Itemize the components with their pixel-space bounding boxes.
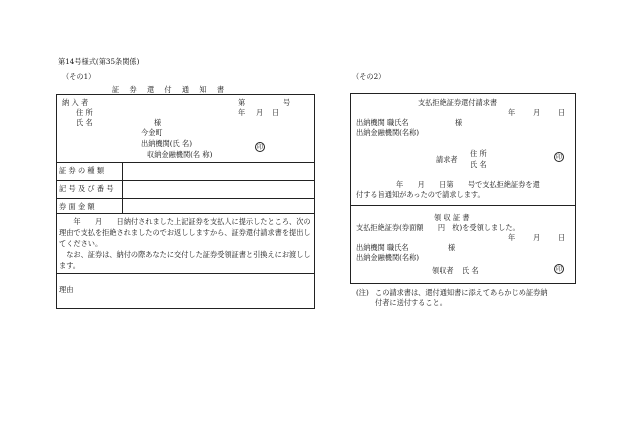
receipt-honorific: 様 (448, 243, 456, 252)
request-honorific: 様 (455, 118, 463, 127)
requester-name-label: 氏 名 (470, 160, 487, 169)
right-divider (350, 205, 576, 206)
notice-title: 証 券 還 付 通 知 書 (112, 85, 229, 94)
request-body-line2: 付する旨通知があったので請求します。 (356, 190, 485, 199)
date-day: 日 (272, 108, 280, 117)
notice-text: 年 月 日納付されました上記証券を支払人に提示したところ、次の理由で支払を拒絶されましたのでお返ししますから、証券還付請求書を提出してください。 (59, 217, 311, 248)
receiving-bank-line: 収納金融機関(名 称) (147, 150, 213, 159)
security-type-label: 証 券 の 種 類 (59, 166, 105, 175)
receiver-seal: 印 (555, 266, 562, 273)
notice-text-2: なお、証券は、納付の際あなたに交付した証券受領証書と引換えにお渡しします。 (59, 250, 311, 270)
serial-number-label: 記 号 及 び 番 号 (59, 184, 114, 193)
payer-label: 納 入 者 (62, 98, 89, 107)
receipt-title: 領 収 証 書 (434, 213, 470, 222)
seal-mark: 印 (256, 144, 263, 151)
number-prefix: 第 (238, 98, 246, 107)
receipt-officer-label: 出納機関 職氏名 (356, 243, 409, 252)
reason-divider (56, 273, 315, 274)
right-part-label: （その2） (352, 72, 386, 81)
requester-label: 請求者 (436, 155, 458, 164)
town-name: 今金町 (141, 128, 163, 137)
receipt-date-month: 月 (533, 233, 541, 242)
receipt-date-day: 日 (558, 233, 566, 242)
requester-address-label: 住 所 (470, 149, 487, 158)
left-divider-1 (56, 162, 315, 163)
request-body-line1: 年 月 日第 号で支払拒絶証券を還 (396, 180, 540, 189)
left-divider-3 (56, 198, 315, 199)
receipt-date-year: 年 (508, 233, 516, 242)
request-date-day: 日 (558, 108, 566, 117)
requester-seal: 印 (555, 154, 562, 161)
receiver-name-label: 氏 名 (462, 266, 479, 275)
honorific: 様 (154, 118, 162, 127)
note-label: (注) (356, 288, 369, 297)
payer-name-label: 氏 名 (76, 118, 93, 127)
left-label-column-line (122, 162, 123, 213)
request-date-month: 月 (533, 108, 541, 117)
number-suffix: 号 (283, 98, 291, 107)
request-date-year: 年 (508, 108, 516, 117)
date-year: 年 (238, 108, 246, 117)
payer-address-label: 住 所 (76, 108, 93, 117)
date-month: 月 (256, 108, 264, 117)
receiver-label: 領収者 (432, 266, 454, 275)
receipt-bank-label: 出納金融機関(名称) (356, 253, 420, 262)
left-divider-4 (56, 213, 315, 214)
treasury-officer-line: 出納機関(氏 名) (141, 139, 193, 148)
reason-label: 理由 (59, 285, 74, 294)
left-divider-2 (56, 180, 315, 181)
note-text: この請求書は、還付通知書に添えてあらかじめ証券納付者に送付すること。 (375, 288, 548, 307)
form-number: 第14号様式(第35条関係) (58, 57, 140, 66)
face-amount-label: 券 面 金 額 (59, 202, 95, 211)
receipt-line1: 支払拒絶証券(券面額 円 枚)を受領しました。 (356, 223, 520, 232)
left-part-label: （その1） (62, 72, 96, 81)
treasury-officer-label: 出納機関 職氏名 (356, 118, 409, 127)
treasury-bank-label: 出納金融機関(名称) (356, 128, 420, 137)
refund-request-title: 支払拒絶証券還付請求書 (418, 98, 498, 107)
